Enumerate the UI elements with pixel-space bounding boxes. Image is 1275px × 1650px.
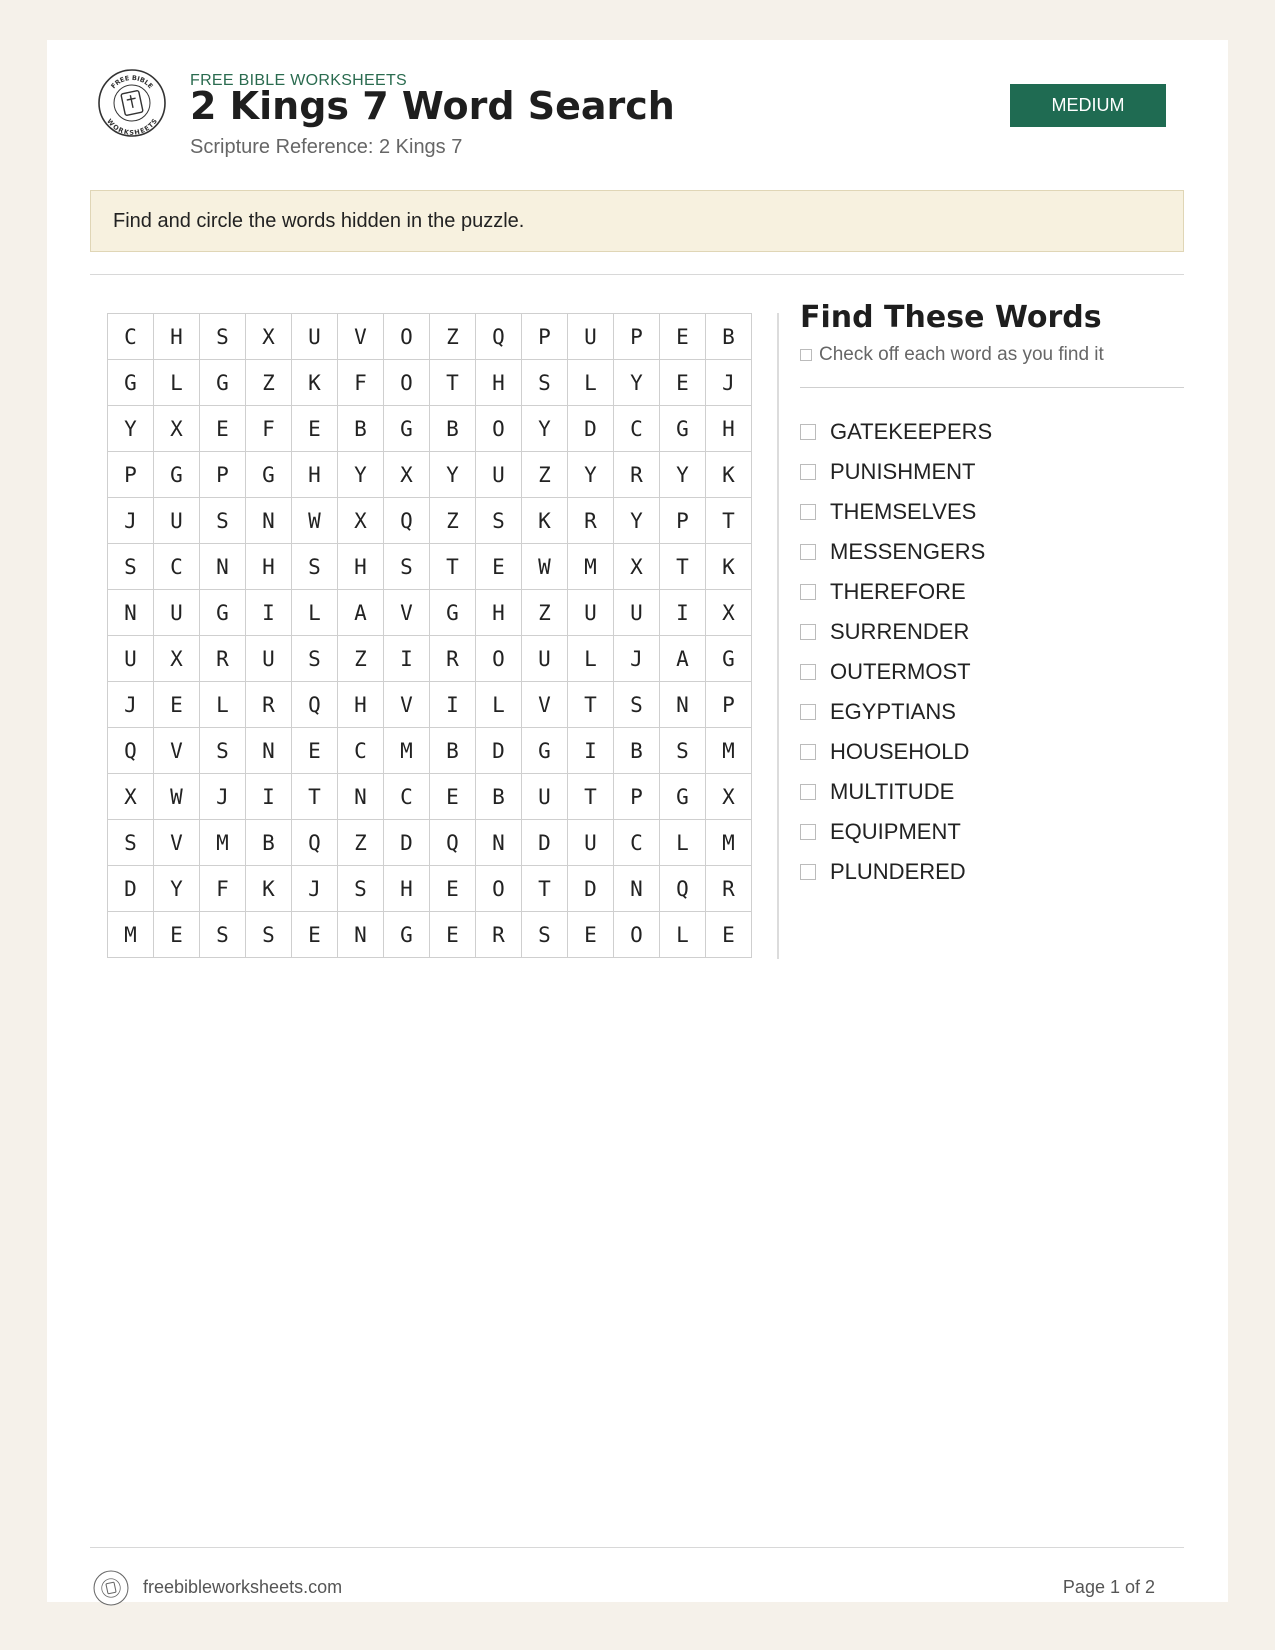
grid-cell[interactable]: T (430, 360, 476, 406)
grid-cell[interactable]: R (568, 498, 614, 544)
grid-cell[interactable]: H (246, 544, 292, 590)
words-panel-subtitle (800, 344, 1104, 366)
word-checkbox[interactable] (800, 824, 816, 840)
grid-cell[interactable]: J (108, 498, 154, 544)
grid-cell[interactable]: T (568, 774, 614, 820)
grid-cell[interactable]: G (706, 636, 752, 682)
word-item (800, 492, 992, 532)
grid-cell[interactable]: E (568, 912, 614, 958)
grid-cell[interactable]: E (292, 728, 338, 774)
grid-cell[interactable]: H (292, 452, 338, 498)
grid-cell[interactable]: G (430, 590, 476, 636)
grid-cell[interactable]: Y (614, 498, 660, 544)
grid-cell[interactable]: X (338, 498, 384, 544)
grid-cell[interactable]: N (476, 820, 522, 866)
grid-cell[interactable]: N (614, 866, 660, 912)
word-item (800, 852, 992, 892)
grid-cell[interactable]: H (338, 682, 384, 728)
grid-cell[interactable]: N (246, 498, 292, 544)
word-item (800, 572, 992, 612)
grid-cell[interactable]: R (476, 912, 522, 958)
grid-cell[interactable]: G (154, 452, 200, 498)
grid-cell[interactable]: F (338, 360, 384, 406)
grid-cell[interactable]: O (476, 406, 522, 452)
grid-cell[interactable]: Y (154, 866, 200, 912)
grid-cell[interactable]: G (200, 360, 246, 406)
grid-cell[interactable]: C (614, 820, 660, 866)
grid-cell[interactable]: U (246, 636, 292, 682)
word-item (800, 652, 992, 692)
grid-cell[interactable]: Q (384, 498, 430, 544)
word-checkbox[interactable] (800, 704, 816, 720)
grid-cell[interactable]: Z (430, 314, 476, 360)
word-checkbox[interactable] (800, 464, 816, 480)
grid-cell[interactable]: E (430, 774, 476, 820)
word-label: OUTERMOST (830, 659, 971, 684)
grid-row (108, 544, 752, 590)
logo-text-bottom: WORKSHEETS (105, 117, 159, 137)
grid-cell[interactable]: R (246, 682, 292, 728)
grid-cell[interactable]: N (338, 774, 384, 820)
grid-cell[interactable]: O (476, 866, 522, 912)
checkbox-hint-icon (800, 349, 812, 361)
grid-cell[interactable]: S (108, 820, 154, 866)
grid-cell[interactable]: M (706, 820, 752, 866)
grid-cell[interactable]: S (522, 912, 568, 958)
grid-cell[interactable]: P (108, 452, 154, 498)
word-label: EQUIPMENT (830, 819, 961, 844)
word-checkbox[interactable] (800, 544, 816, 560)
grid-cell[interactable]: C (384, 774, 430, 820)
word-label: THEMSELVES (830, 499, 977, 524)
word-label: GATEKEEPERS (830, 419, 993, 444)
grid-row (108, 912, 752, 958)
grid-cell[interactable]: N (200, 544, 246, 590)
grid-row (108, 636, 752, 682)
page-title: 2 Kings 7 Word Search (190, 84, 675, 128)
grid-cell[interactable]: N (108, 590, 154, 636)
grid-cell[interactable]: E (430, 866, 476, 912)
grid-cell[interactable]: U (522, 774, 568, 820)
grid-cell[interactable]: M (108, 912, 154, 958)
grid-row (108, 820, 752, 866)
grid-cell[interactable]: N (338, 912, 384, 958)
grid-cell[interactable]: H (384, 866, 430, 912)
grid-cell[interactable]: H (476, 590, 522, 636)
grid-cell[interactable]: Y (522, 406, 568, 452)
word-search-grid (107, 313, 752, 958)
grid-cell[interactable]: E (292, 912, 338, 958)
grid-cell[interactable]: U (108, 636, 154, 682)
grid-cell[interactable]: O (614, 912, 660, 958)
word-item (800, 732, 992, 772)
grid-cell[interactable]: K (522, 498, 568, 544)
grid-cell[interactable]: T (522, 866, 568, 912)
grid-cell[interactable]: E (430, 912, 476, 958)
grid-cell[interactable]: G (384, 912, 430, 958)
logo-text-top: FREE BIBLE (109, 73, 155, 91)
word-checkbox[interactable] (800, 744, 816, 760)
grid-cell[interactable]: S (522, 360, 568, 406)
grid-row (108, 452, 752, 498)
grid-cell[interactable]: L (660, 820, 706, 866)
grid-cell[interactable]: E (154, 682, 200, 728)
grid-cell[interactable]: M (384, 728, 430, 774)
word-label: PLUNDERED (830, 859, 966, 884)
grid-cell[interactable]: S (246, 912, 292, 958)
grid-cell[interactable]: O (384, 314, 430, 360)
grid-cell[interactable]: S (200, 728, 246, 774)
grid-cell[interactable]: U (476, 452, 522, 498)
grid-row (108, 590, 752, 636)
grid-cell[interactable]: S (292, 636, 338, 682)
grid-cell[interactable]: K (246, 866, 292, 912)
grid-cell[interactable]: U (154, 590, 200, 636)
word-item (800, 532, 992, 572)
grid-cell[interactable]: B (706, 314, 752, 360)
word-label: THEREFORE (830, 579, 966, 604)
grid-cell[interactable]: W (522, 544, 568, 590)
grid-cell[interactable]: G (522, 728, 568, 774)
grid-cell[interactable]: S (338, 866, 384, 912)
word-item (800, 612, 992, 652)
grid-row (108, 866, 752, 912)
grid-cell[interactable]: F (246, 406, 292, 452)
grid-row (108, 498, 752, 544)
grid-cell[interactable]: H (338, 544, 384, 590)
difficulty-badge: MEDIUM (1010, 84, 1166, 127)
footer-site-url: freebibleworksheets.com (143, 1577, 343, 1597)
grid-cell[interactable]: K (706, 544, 752, 590)
grid-cell[interactable]: Y (430, 452, 476, 498)
grid-cell[interactable]: U (568, 590, 614, 636)
grid-row (108, 682, 752, 728)
grid-cell[interactable]: E (660, 314, 706, 360)
grid-cell[interactable]: L (568, 360, 614, 406)
grid-cell[interactable]: D (568, 866, 614, 912)
grid-cell[interactable]: Q (292, 682, 338, 728)
grid-cell[interactable]: Q (660, 866, 706, 912)
grid-cell[interactable]: V (522, 682, 568, 728)
grid-cell[interactable]: V (154, 728, 200, 774)
grid-cell[interactable]: J (614, 636, 660, 682)
grid-cell[interactable]: A (338, 590, 384, 636)
word-list (800, 412, 992, 892)
grid-cell[interactable]: X (154, 406, 200, 452)
grid-cell[interactable]: Z (522, 590, 568, 636)
grid-cell[interactable]: H (706, 406, 752, 452)
word-label: MULTITUDE (830, 779, 955, 804)
grid-cell[interactable]: S (476, 498, 522, 544)
grid-cell[interactable]: Q (108, 728, 154, 774)
grid-cell[interactable]: X (154, 636, 200, 682)
word-checkbox[interactable] (800, 504, 816, 520)
word-label: HOUSEHOLD (830, 739, 970, 764)
word-label: SURRENDER (830, 619, 970, 644)
word-checkbox[interactable] (800, 784, 816, 800)
grid-cell[interactable]: R (200, 636, 246, 682)
word-item (800, 692, 992, 732)
grid-cell[interactable]: C (108, 314, 154, 360)
grid-row (108, 728, 752, 774)
grid-cell[interactable]: U (292, 314, 338, 360)
grid-cell[interactable]: R (430, 636, 476, 682)
grid-cell[interactable]: T (660, 544, 706, 590)
grid-cell[interactable]: X (384, 452, 430, 498)
grid-cell[interactable]: B (430, 406, 476, 452)
scripture-reference: Scripture Reference: 2 Kings 7 (190, 136, 463, 158)
grid-cell[interactable]: W (154, 774, 200, 820)
footer-logo-icon (93, 1570, 129, 1606)
grid-cell[interactable]: S (200, 498, 246, 544)
grid-cell[interactable]: Y (568, 452, 614, 498)
grid-cell[interactable]: E (706, 912, 752, 958)
grid-cell[interactable]: G (384, 406, 430, 452)
grid-cell[interactable]: F (200, 866, 246, 912)
grid-cell[interactable]: N (246, 728, 292, 774)
grid-cell[interactable]: I (430, 682, 476, 728)
grid-cell[interactable]: G (246, 452, 292, 498)
grid-cell[interactable]: N (660, 682, 706, 728)
vertical-divider (777, 313, 779, 959)
grid-cell[interactable]: O (384, 360, 430, 406)
grid-cell[interactable]: D (108, 866, 154, 912)
grid-cell[interactable]: J (108, 682, 154, 728)
grid-cell[interactable]: R (614, 452, 660, 498)
word-item (800, 452, 992, 492)
grid-cell[interactable]: Y (614, 360, 660, 406)
word-checkbox[interactable] (800, 864, 816, 880)
grid-cell[interactable]: A (660, 636, 706, 682)
worksheet-page (47, 40, 1228, 1602)
grid-cell[interactable]: P (614, 314, 660, 360)
grid-cell[interactable]: V (154, 820, 200, 866)
grid-row (108, 360, 752, 406)
word-label: PUNISHMENT (830, 459, 976, 484)
grid-cell[interactable]: H (476, 360, 522, 406)
grid-cell[interactable]: Q (430, 820, 476, 866)
grid-cell[interactable]: D (522, 820, 568, 866)
grid-cell[interactable]: P (660, 498, 706, 544)
grid-cell[interactable]: P (706, 682, 752, 728)
words-panel-title: Find These Words (800, 300, 1102, 335)
grid-cell[interactable]: S (200, 912, 246, 958)
word-item (800, 812, 992, 852)
grid-cell[interactable]: U (614, 590, 660, 636)
word-checkbox[interactable] (800, 584, 816, 600)
grid-cell[interactable]: X (706, 774, 752, 820)
grid-cell[interactable]: L (660, 912, 706, 958)
grid-cell[interactable]: B (338, 406, 384, 452)
word-checkbox[interactable] (800, 664, 816, 680)
grid-cell[interactable]: S (614, 682, 660, 728)
word-item (800, 412, 992, 452)
instructions-box (90, 190, 1184, 252)
grid-cell[interactable]: J (200, 774, 246, 820)
grid-cell[interactable]: S (660, 728, 706, 774)
word-label: MESSENGERS (830, 539, 986, 564)
grid-cell[interactable]: Q (292, 820, 338, 866)
grid-cell[interactable]: L (476, 682, 522, 728)
grid-cell[interactable]: U (154, 498, 200, 544)
grid-cell[interactable]: Z (430, 498, 476, 544)
grid-cell[interactable]: Q (476, 314, 522, 360)
grid-cell[interactable]: P (614, 774, 660, 820)
grid-cell[interactable]: B (246, 820, 292, 866)
grid-cell[interactable]: S (108, 544, 154, 590)
grid-cell[interactable]: S (200, 314, 246, 360)
word-checkbox[interactable] (800, 624, 816, 640)
grid-cell[interactable]: V (384, 590, 430, 636)
grid-cell[interactable]: M (200, 820, 246, 866)
grid-cell[interactable]: S (384, 544, 430, 590)
grid-cell[interactable]: Z (522, 452, 568, 498)
grid-cell[interactable]: T (430, 544, 476, 590)
grid-cell[interactable]: Y (660, 452, 706, 498)
instructions-text: Find and circle the words hidden in the puzzle. (113, 209, 525, 232)
grid-cell[interactable]: I (246, 774, 292, 820)
grid-cell[interactable]: O (476, 636, 522, 682)
grid-cell[interactable]: X (706, 590, 752, 636)
grid-cell[interactable]: C (338, 728, 384, 774)
grid-cell[interactable]: Y (338, 452, 384, 498)
grid-cell[interactable]: P (200, 452, 246, 498)
grid-cell[interactable]: B (476, 774, 522, 820)
grid-cell[interactable]: X (614, 544, 660, 590)
grid-cell[interactable]: K (292, 360, 338, 406)
grid-cell[interactable]: Z (246, 360, 292, 406)
grid-cell[interactable]: J (292, 866, 338, 912)
grid-cell[interactable]: X (246, 314, 292, 360)
grid-cell[interactable]: E (200, 406, 246, 452)
grid-cell[interactable]: B (430, 728, 476, 774)
grid-cell[interactable]: M (706, 728, 752, 774)
grid-cell[interactable]: T (292, 774, 338, 820)
divider (90, 274, 1184, 275)
grid-cell[interactable]: E (476, 544, 522, 590)
grid-cell[interactable]: S (292, 544, 338, 590)
grid-cell[interactable]: Y (108, 406, 154, 452)
grid-cell[interactable]: B (614, 728, 660, 774)
grid-cell[interactable]: R (706, 866, 752, 912)
grid-row (108, 774, 752, 820)
grid-cell[interactable]: G (200, 590, 246, 636)
grid-row (108, 406, 752, 452)
grid-cell[interactable]: C (614, 406, 660, 452)
grid-cell[interactable]: C (154, 544, 200, 590)
words-panel-subtitle-text: Check off each word as you find it (819, 344, 1104, 365)
bible-seal-icon (97, 68, 167, 138)
word-checkbox[interactable] (800, 424, 816, 440)
grid-cell[interactable]: G (108, 360, 154, 406)
grid-cell[interactable]: I (660, 590, 706, 636)
grid-cell[interactable]: T (706, 498, 752, 544)
grid-cell[interactable]: E (154, 912, 200, 958)
grid-cell[interactable]: U (522, 636, 568, 682)
divider (800, 387, 1184, 388)
grid-cell[interactable]: X (108, 774, 154, 820)
grid-cell[interactable]: Z (338, 636, 384, 682)
grid-cell[interactable]: V (384, 682, 430, 728)
grid-cell[interactable]: V (338, 314, 384, 360)
grid-cell[interactable]: L (292, 590, 338, 636)
grid-cell[interactable]: G (660, 774, 706, 820)
grid-cell[interactable]: L (568, 636, 614, 682)
grid-cell[interactable]: U (568, 820, 614, 866)
grid-cell[interactable]: I (246, 590, 292, 636)
page-number: Page 1 of 2 (1062, 1577, 1155, 1597)
grid-cell[interactable]: Z (338, 820, 384, 866)
grid-cell[interactable]: I (568, 728, 614, 774)
grid-cell[interactable]: L (154, 360, 200, 406)
brand-label: FREE BIBLE WORKSHEETS (190, 72, 408, 89)
grid-cell[interactable]: D (568, 406, 614, 452)
grid-cell[interactable]: E (660, 360, 706, 406)
grid-row (108, 314, 752, 360)
grid-cell[interactable]: U (568, 314, 614, 360)
word-label: EGYPTIANS (830, 699, 956, 724)
grid-cell[interactable]: L (200, 682, 246, 728)
grid-cell[interactable]: I (384, 636, 430, 682)
word-item (800, 772, 992, 812)
grid-cell[interactable]: W (292, 498, 338, 544)
grid-cell[interactable]: D (384, 820, 430, 866)
grid-cell[interactable]: T (568, 682, 614, 728)
grid-cell[interactable]: G (660, 406, 706, 452)
grid-cell[interactable]: J (706, 360, 752, 406)
grid-cell[interactable]: H (154, 314, 200, 360)
footer-divider (90, 1547, 1184, 1548)
grid-cell[interactable]: K (706, 452, 752, 498)
grid-cell[interactable]: E (292, 406, 338, 452)
grid-cell[interactable]: D (476, 728, 522, 774)
grid-cell[interactable]: P (522, 314, 568, 360)
grid-cell[interactable]: M (568, 544, 614, 590)
